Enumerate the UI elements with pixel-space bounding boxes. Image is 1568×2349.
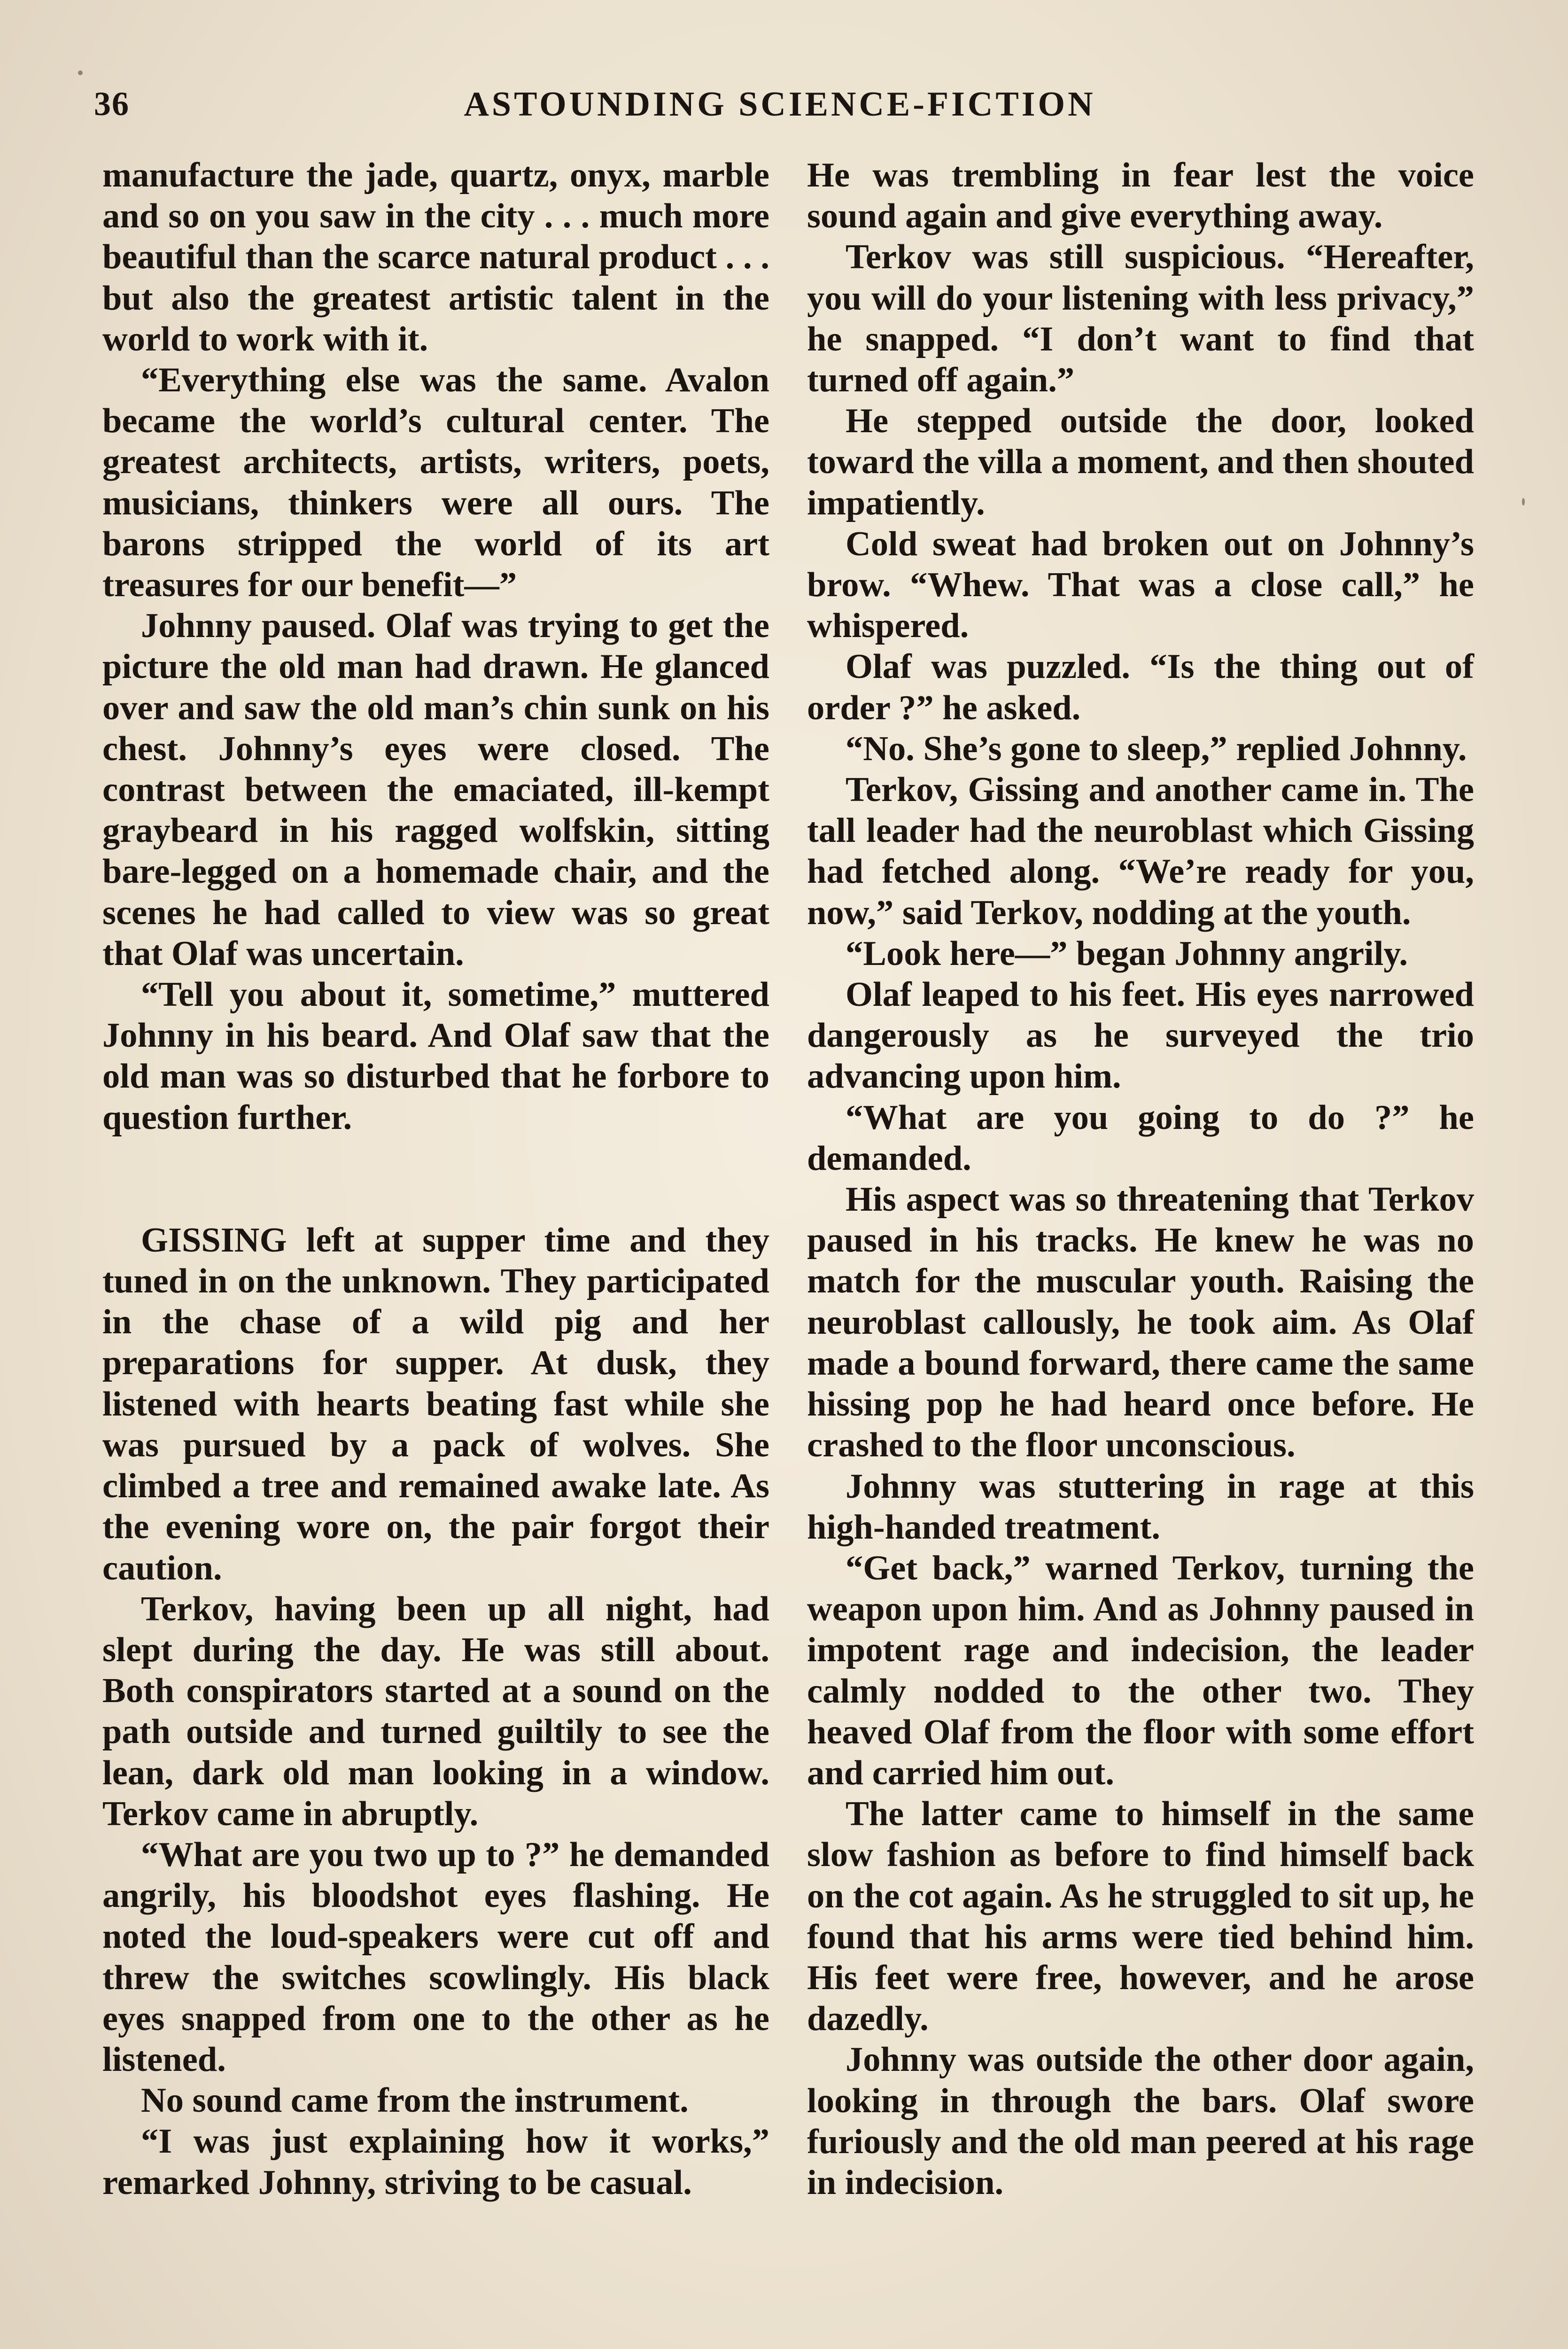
paragraph: Johnny paused. Olaf was trying to get the picture the old man had drawn. He glanced over and saw the old man’s chin sunk on his chest. Johnny’s eyes were closed. The contrast between the emaciated, ill-kempt graybeard in his ragged wolfskin, sitting bare-legged on a homemade chair, and the scenes he had called to view was so great that Olaf was uncertain. xyxy=(102,607,769,973)
paragraph: Terkov, Gissing and another came in. The tall leader had the neuroblast which Gissing had fetched along. “We’re ready for you, now,” said Terkov, nodding at the youth. xyxy=(807,770,1474,932)
paragraph: “What are you two up to ?” he demanded angrily, his bloodshot eyes flashing. He noted the loud-speakers were cut off and threw the switches scowlingly. His black eyes snapped from one to the other as he listened. xyxy=(102,1835,769,2079)
paragraph: Terkov, having been up all night, had slept during the day. He was still about. Both conspirators started at a sound on the path outside and turned guiltily to see the lean, dark old man looking in a window. Terkov came in abruptly. xyxy=(102,1589,769,1833)
paragraph: He stepped outside the door, looked toward the villa a moment, and then shouted impatiently. xyxy=(807,402,1474,522)
paragraph: Cold sweat had broken out on Johnny’s brow. “Whew. That was a close call,” he whispered. xyxy=(807,524,1474,646)
paragraph: “Look here—” began Johnny angrily. xyxy=(846,934,1408,973)
paragraph: “Get back,” warned Terkov, turning the weapon upon him. And as Johnny paused in impotent rage and indecision, the leader calmly nodded to the other two. They heaved Olaf from the floor with some effort and carried him out. xyxy=(807,1548,1474,1792)
running-title: ASTOUNDING SCIENCE-FICTION xyxy=(464,85,1096,124)
paragraph: “What are you going to do ?” he demanded. xyxy=(807,1098,1474,1178)
paragraph: No sound came from the instrument. xyxy=(141,2081,689,2120)
paragraph: Olaf leaped to his feet. His eyes narrowed dangerously as he surveyed the trio advancing upon him. xyxy=(807,975,1474,1096)
paragraph: “Tell you about it, sometime,” muttered Johnny in his beard. And Olaf saw that the old man was so disturbed that he forbore to question further. xyxy=(102,975,769,1137)
paragraph: manufacture the jade, quartz, onyx, marble and so on you saw in the city . . . much more beautiful than the scarce natural product . . . but also the greatest artistic talent in the world to work with it. xyxy=(102,156,769,358)
page-number: 36 xyxy=(94,85,130,123)
section-start-paragraph: GISSING left at supper time and they tuned in on the unknown. They participated in the chase of a wild pig and her preparations for supper. At dusk, they listened with hearts beating fast while she was pursued by a pack of wolves. She climbed a tree and remained awake late. As the evening wore on, the pair forgot their caution. xyxy=(102,1221,769,1587)
print-speck xyxy=(78,70,83,75)
paragraph: His aspect was so threatening that Terkov paused in his tracks. He knew he was no match for the muscular youth. Raising the neuroblast callously, he took aim. As Olaf made a bound forward, there came the same hissing pop he had heard once before. He crashed to the floor unconscious. xyxy=(807,1180,1474,1465)
left-column xyxy=(102,155,769,2203)
paragraph: “Everything else was the same. Avalon became the world’s cultural center. The greatest architects, artists, writers, poets, musicians, thinkers were all ours. The barons stripped the world of its art treasures for our benefit—” xyxy=(102,361,769,605)
paragraph: “No. She’s gone to sleep,” replied Johnny. xyxy=(846,729,1467,768)
paragraph: Johnny was outside the other door again, looking in through the bars. Olaf swore furiously and the old man peered at his rage in indecision. xyxy=(807,2040,1474,2202)
paragraph: Johnny was stuttering in rage at this high-handed treatment. xyxy=(807,1467,1474,1547)
paragraph: He was trembling in fear lest the voice sound again and give everything away. xyxy=(807,156,1474,236)
paragraph: The latter came to himself in the same slow fashion as before to find himself back on the cot again. As he struggled to sit up, he found that his arms were tied behind him. His feet were free, however, and he arose dazedly. xyxy=(807,1795,1474,2038)
right-column xyxy=(807,155,1474,2203)
paragraph: Terkov was still suspicious. “Hereafter, you will do your listening with less privacy,” he snapped. “I don’t want to find that turned off again.” xyxy=(807,238,1474,400)
print-speck xyxy=(1522,498,1525,506)
paragraph: Olaf was puzzled. “Is the thing out of order ?” he asked. xyxy=(807,647,1474,727)
paragraph: “I was just explaining how it works,” remarked Johnny, striving to be casual. xyxy=(102,2122,769,2202)
page-header xyxy=(94,85,1466,132)
